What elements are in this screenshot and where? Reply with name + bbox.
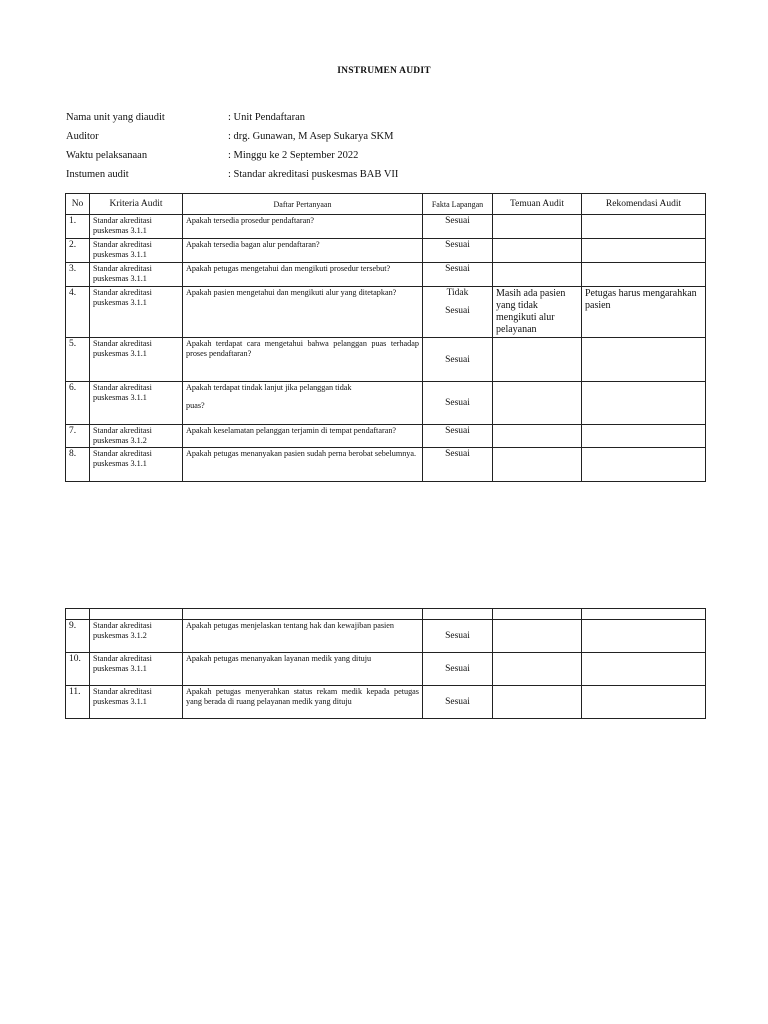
- cell-fakta: Sesuai: [423, 215, 493, 239]
- cell-no: 2.: [66, 239, 90, 263]
- cell-fakta: Sesuai: [423, 239, 493, 263]
- table-row: [66, 448, 706, 482]
- cell-temuan: [493, 448, 582, 482]
- header-kriteria: Kriteria Audit: [90, 194, 183, 215]
- cell-pertanyaan: Apakah tersedia bagan alur pendaftaran?: [183, 239, 423, 263]
- table-header-row: [66, 194, 706, 215]
- cell-rekomendasi: [582, 686, 706, 719]
- cell-rekomendasi: [582, 620, 706, 653]
- cell-pertanyaan: Apakah pasien mengetahui dan mengikuti alur yang ditetapkan?: [183, 287, 423, 338]
- info-row-unit: [66, 112, 706, 131]
- table-row: [66, 382, 706, 425]
- cell-temuan: [493, 338, 582, 382]
- info-label: Instumen audit: [66, 169, 129, 180]
- cell-rekomendasi: [582, 239, 706, 263]
- cell-no: 4.: [66, 287, 90, 338]
- info-row-waktu: [66, 150, 706, 169]
- cell-no: 3.: [66, 263, 90, 287]
- table-row: [66, 338, 706, 382]
- cell-no: 7.: [66, 425, 90, 448]
- cell-no: 6.: [66, 382, 90, 425]
- cell-no: 9.: [66, 620, 90, 653]
- header-pertanyaan: Daftar Pertanyaan: [183, 194, 423, 215]
- info-label: Nama unit yang diaudit: [66, 112, 165, 123]
- audit-table-continued: [65, 608, 706, 719]
- table-row: [66, 620, 706, 653]
- header-fakta: Fakta Lapangan: [423, 194, 493, 215]
- cell-kriteria: Standar akreditasi puskesmas 3.1.2: [90, 620, 183, 653]
- cell-fakta: Sesuai: [423, 425, 493, 448]
- info-value: : Unit Pendaftaran: [228, 112, 305, 123]
- table-row: [66, 287, 706, 338]
- cell-temuan: [493, 239, 582, 263]
- cell-no: 5.: [66, 338, 90, 382]
- cell-temuan: [493, 425, 582, 448]
- cell-kriteria: Standar akreditasi puskesmas 3.1.2: [90, 425, 183, 448]
- fakta-line: Sesuai: [445, 306, 470, 316]
- header-temuan: Temuan Audit: [493, 194, 582, 215]
- cell-fakta: Sesuai: [423, 620, 493, 653]
- cell-pertanyaan: Apakah petugas menanyakan pasien sudah perna berobat sebelumnya.: [183, 448, 423, 482]
- table-row: [66, 263, 706, 287]
- cell-temuan: [493, 653, 582, 686]
- info-label: Auditor: [66, 131, 99, 142]
- audit-info: [66, 112, 706, 188]
- question-line: puas?: [186, 401, 205, 410]
- cell-pertanyaan: Apakah keselamatan pelanggan terjamin di tempat pendaftaran?: [183, 425, 423, 448]
- cell-fakta: [423, 287, 493, 338]
- cell-kriteria: Standar akreditasi puskesmas 3.1.1: [90, 287, 183, 338]
- cell-pertanyaan: Apakah petugas mengetahui dan mengikuti prosedur tersebut?: [183, 263, 423, 287]
- header-no: No: [66, 194, 90, 215]
- cell-temuan: [493, 263, 582, 287]
- cell-kriteria: Standar akreditasi puskesmas 3.1.1: [90, 382, 183, 425]
- cell-pertanyaan: Apakah terdapat cara mengetahui bahwa pelanggan puas terhadap proses pendaftaran?: [183, 338, 423, 382]
- table-row: [66, 686, 706, 719]
- cell-pertanyaan: [183, 382, 423, 425]
- cell-temuan: [493, 620, 582, 653]
- cell-kriteria: Standar akreditasi puskesmas 3.1.1: [90, 686, 183, 719]
- cell-kriteria: Standar akreditasi puskesmas 3.1.1: [90, 338, 183, 382]
- header-rekomendasi: Rekomendasi Audit: [582, 194, 706, 215]
- cell-rekomendasi: [582, 338, 706, 382]
- cell-temuan: [493, 382, 582, 425]
- table-row: [66, 653, 706, 686]
- cell-rekomendasi: [582, 653, 706, 686]
- question-line: Apakah terdapat tindak lanjut jika pelanggan tidak: [186, 383, 352, 392]
- table-row: [66, 425, 706, 448]
- cell-fakta: Sesuai: [423, 382, 493, 425]
- cell-no: 11.: [66, 686, 90, 719]
- cell-rekomendasi: [582, 425, 706, 448]
- cell-kriteria: Standar akreditasi puskesmas 3.1.1: [90, 263, 183, 287]
- fakta-line: Tidak: [446, 288, 469, 298]
- info-value: : drg. Gunawan, M Asep Sukarya SKM: [228, 131, 394, 142]
- audit-table: [65, 193, 706, 482]
- cell-rekomendasi: [582, 448, 706, 482]
- table-row: [66, 239, 706, 263]
- cell-fakta: Sesuai: [423, 686, 493, 719]
- cell-fakta: Sesuai: [423, 653, 493, 686]
- cell-temuan: Masih ada pasien yang tidak mengikuti alur pelayanan: [493, 287, 582, 338]
- cell-no: 1.: [66, 215, 90, 239]
- cell-no: 8.: [66, 448, 90, 482]
- cell-pertanyaan: Apakah petugas menyerahkan status rekam medik kepada petugas yang berada di ruang pelayanan medik yang dituju: [183, 686, 423, 719]
- info-row-auditor: [66, 131, 706, 150]
- info-value: : Minggu ke 2 September 2022: [228, 150, 359, 161]
- cell-rekomendasi: [582, 263, 706, 287]
- cell-temuan: [493, 686, 582, 719]
- cell-pertanyaan: Apakah petugas menanyakan layanan medik yang dituju: [183, 653, 423, 686]
- cell-fakta: Sesuai: [423, 263, 493, 287]
- cell-rekomendasi: Petugas harus mengarahkan pasien: [582, 287, 706, 338]
- cell-rekomendasi: [582, 215, 706, 239]
- table-row: [66, 215, 706, 239]
- cell-kriteria: Standar akreditasi puskesmas 3.1.1: [90, 239, 183, 263]
- cell-pertanyaan: Apakah tersedia prosedur pendaftaran?: [183, 215, 423, 239]
- info-label: Waktu pelaksanaan: [66, 150, 148, 161]
- cell-fakta: Sesuai: [423, 338, 493, 382]
- cell-kriteria: Standar akreditasi puskesmas 3.1.1: [90, 653, 183, 686]
- cell-temuan: [493, 215, 582, 239]
- cell-fakta: Sesuai: [423, 448, 493, 482]
- cell-no: 10.: [66, 653, 90, 686]
- cell-pertanyaan: Apakah petugas menjelaskan tentang hak dan kewajiban pasien: [183, 620, 423, 653]
- cell-kriteria: Standar akreditasi puskesmas 3.1.1: [90, 215, 183, 239]
- cell-kriteria: Standar akreditasi puskesmas 3.1.1: [90, 448, 183, 482]
- info-row-instrumen: [66, 169, 706, 188]
- document-title: INSTRUMEN AUDIT: [337, 66, 431, 76]
- blank-header-row: [66, 609, 706, 620]
- info-value: : Standar akreditasi puskesmas BAB VII: [228, 169, 399, 180]
- cell-rekomendasi: [582, 382, 706, 425]
